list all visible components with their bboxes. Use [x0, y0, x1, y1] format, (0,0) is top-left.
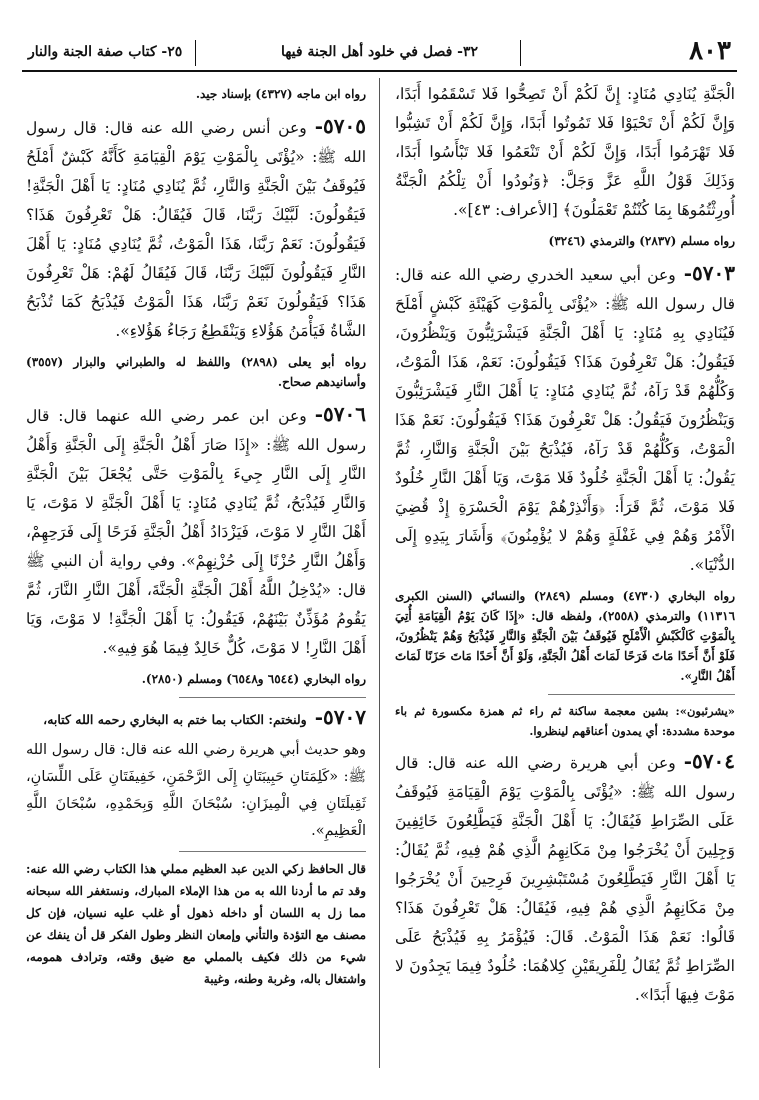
reference: رواه مسلم (٢٨٣٧) والترمذي (٣٢٤٦) [548, 234, 735, 248]
header-divider-right [520, 40, 521, 66]
page-header [22, 36, 737, 72]
hadith-number: ٥٧٠٤- [683, 749, 735, 773]
section-title: ٣٢- فصل في خلود أهل الجنة فيها [280, 44, 479, 60]
right-column [395, 80, 735, 1016]
hadith-5704 [395, 747, 735, 1010]
reference: رواه البخاري (٦٥٤٤ و٦٥٤٨) ومسلم (٢٨٥٠). [141, 672, 366, 686]
hadith-text: وعن ابن عمر رضي الله عنهما قال: قال رسول الله ﷺ: «إِذَا صَارَ أَهْلُ الْجَنَّةِ إِلَى الْجَنَّةِ وَأَهْلُ النَّارِ إِلَى النَّارِ جِيءَ بِالْمَوْتِ حَتَّى يُجْعَلَ بَيْنَ الْجَنَّةِ وَالنَّارِ فَيُذْبَحُ، ثُمَّ يُنَادِي مُنَادٍ: يَا أَهْلَ الْجَنَّةِ لا مَوْتَ، يَا أَهْلَ النَّارِ لا مَوْتَ، فَيَزْدَادُ أَهْلُ الْجَنَّةِ فَرَحًا إِلَى فَرَحِهِمْ، وَأَهْلُ النَّارِ حُزْنًا إِلَى حُزْنِهِمْ». وفي رواية أن النبي ﷺ قال: «يُدْخِلُ اللَّهُ أَهْلَ الْجَنَّةِ الْجَنَّةَ، أَهْلَ النَّارِ النَّارَ، ثُمَّ يَقُومُ مُؤَذِّنٌ بَيْنَهُمْ، فَيَقُولُ: يَا أَهْلَ الْجَنَّةِ! لا مَوْتَ، وَيَا أَهْلَ النَّارِ! لا مَوْتَ، كُلٌّ خَالِدٌ فِيمَا هُوَ فِيهِ». [26, 407, 366, 657]
hadith-text: وعن أبي سعيد الخدري رضي الله عنه قال: قال رسول الله ﷺ: «يُؤْتَى بِالْمَوْتِ كَهَيْئَةِ كَبْشٍ أَمْلَحَ فَيُنَادِي بِهِ مُنَادٍ: يَا أَهْلَ الْجَنَّةِ فَيَشْرَئِبُّونَ وَيَنْظُرُونَ، فَيَقُولُ: هَلْ تَعْرِفُونَ هَذَا؟ فَيَقُولُونَ: نَعَمْ، هَذَا الْمَوْتُ، وَكُلُّهُمْ قَدْ رَآهُ، ثُمَّ يُنَادِي مُنَادٍ: يَا أَهْلَ النَّارِ فَيَشْرَئِبُّونَ وَيَنْظُرُونَ فَيَقُولُ: هَلْ تَعْرِفُونَ هَذَا؟ فَيَقُولُونَ: نَعَمْ هَذَا الْمَوْتُ، وَكُلُّهُمْ قَدْ رَآهُ، فَيُذْبَحُ بَيْنَ الْجَنَّةِ وَالنَّارِ، ثُمَّ يَقُولُ: يَا أَهْلَ الْجَنَّةِ خُلُودٌ فَلا مَوْتَ، وَيَا أَهْلَ النَّارِ خُلُودٌ فَلا مَوْتَ، ثُمَّ قَرَأَ: ﴿وَأَنْذِرْهُمْ يَوْمَ الْحَسْرَةِ إِذْ قُضِيَ الْأَمْرُ وَهُمْ فِي غَفْلَةٍ وَهُمْ لا يُؤْمِنُونَ﴾ وَأَشَارَ بِيَدِهِ إِلَى الدُّنْيَا». [395, 266, 735, 574]
reference: رواه أبو يعلى (٢٨٩٨) واللفظ له والطبراني والبزار (٣٥٥٧) وأسانيدهم صحاح. [26, 355, 366, 389]
page-number: ٨٠٣ [689, 36, 731, 66]
hadith-5707: وهو حديث أبي هريرة رضي الله عنه قال: قال رسول الله ﷺ: «كَلِمَتَانِ حَبِيبَتَانِ إِلَى الرَّحْمَنِ، خَفِيفَتَانِ عَلَى اللِّسَانِ، ثَقِيلَتَانِ فِي الْمِيزَانِ: سُبْحَانَ اللَّهِ وَبِحَمْدِهِ، سُبْحَانَ اللَّهِ الْعَظِيمِ». [26, 742, 366, 839]
divider [179, 851, 366, 852]
hadith-number: ٥٧٠٦- [314, 402, 366, 426]
hadith-number: ٥٧٠٧- [314, 705, 366, 729]
hadith-continuation: الْجَنَّةِ يُنَادِي مُنَادٍ: إِنَّ لَكُمْ أَنْ تَصِحُّوا فَلا تَسْقَمُوا أَبَدًا، وَإِنَّ لَكُمْ أَنْ تَحْيَوْا فَلا تَمُوتُوا أَبَدًا، وَإِنَّ لَكُمْ أَنْ تَشِبُّوا فَلا تَهْرَمُوا أَبَدًا، وَإِنَّ لَكُمْ أَنْ تَنْعَمُوا فَلا تَبْأَسُوا أَبَدًا، وَذَلِكَ قَوْلُ اللَّهِ عَزَّ وَجَلَّ: ﴿وَنُودُوا أَنْ تِلْكُمُ الْجَنَّةُ أُورِثْتُمُوهَا بِمَا كُنْتُمْ تَعْمَلُونَ﴾ [الأعراف: ٤٣]». [395, 85, 735, 219]
divider [548, 694, 735, 695]
book-title: ٢٥- كتاب صفة الجنة والنار [28, 44, 183, 60]
hadith-text: وعن أبي هريرة رضي الله عنه قال: قال رسول الله ﷺ: «يُؤْتَى بِالْمَوْتِ يَوْمَ الْقِيَامَةِ فَيُوقَفُ عَلَى الصِّرَاطِ فَيُقَالُ: يَا أَهْلَ الْجَنَّةِ فَيَطَّلِعُونَ خَائِفِينَ وَجِلِينَ أَنْ يُخْرَجُوا مِنْ مَكَانِهِمُ الَّذِي هُمْ فِيهِ، ثُمَّ يُقَالُ: يَا أَهْلَ النَّارِ فَيَطَّلِعُونَ مُسْتَبْشِرِينَ فَرِحِينَ أَنْ يُخْرَجُوا مِنْ مَكَانِهِمُ الَّذِي هُمْ فِيهِ، فَيُقَالُ: هَلْ تَعْرِفُونَ هَذَا؟ قَالُوا: نَعَمْ هَذَا الْمَوْتُ. قَالَ: فَيُؤْمَرُ بِهِ فَيُذْبَحُ عَلَى الصِّرَاطِ ثُمَّ يُقَالُ لِلْفَرِيقَيْنِ كِلاهُمَا: خُلُودٌ فِيمَا يَجِدُونَ لا مَوْتَ فِيهَا أَبَدًا». [395, 754, 735, 1004]
closing-heading: ولنختم: الكتاب بما ختم به البخاري رحمه الله كتابه، [43, 712, 307, 727]
hadith-5705 [26, 112, 366, 346]
column-rule [379, 78, 380, 1068]
left-column [26, 80, 366, 990]
divider [179, 697, 366, 698]
hadith-5703 [395, 259, 735, 580]
closing-remarks: قال الحافظ زكي الدين عبد العظيم مملي هذا الكتاب رضي الله عنه: وقد تم ما أردنا الله به من هذا الإملاء المبارك، ونستغفر الله سبحانه مما زل به اللسان أو داخله ذهول أو غلب عليه نسيان، فإن كل مصنف مع التؤدة والتأني وإمعان النظر وطول الفكر قل أن ينفك عن شيء من ذلك فكيف بالمملي مع ضيق وقته، وترادف همومه، واشتغال باله، وغربة وطنه، وغيبة [26, 862, 366, 986]
hadith-5707-heading [26, 706, 366, 731]
hadith-5706 [26, 400, 366, 663]
hadith-text: وعن أنس رضي الله عنه قال: قال رسول الله ﷺ: «يُؤْتَى بِالْمَوْتِ يَوْمَ الْقِيَامَةِ كَأَنَّهُ كَبْشٌ أَمْلَحُ فَيُوقَفُ بَيْنَ الْجَنَّةِ وَالنَّارِ، ثُمَّ يُنَادِي مُنَادٍ: يَا أَهْلَ الْجَنَّةِ! فَيَقُولُونَ: لَبَّيْكَ رَبَّنَا، قَالَ فَيُقَالُ: هَلْ تَعْرِفُونَ هَذَا؟ فَيَقُولُونَ: نَعَمْ رَبَّنَا، هَذَا الْمَوْتُ، ثُمَّ يُنَادِي مُنَادٍ: يَا أَهْلَ النَّارِ فَيَقُولُونَ لَبَّيْكَ رَبَّنَا، قَالَ فَيُقَالُ لَهُمْ: هَلْ تَعْرِفُونَ هَذَا؟ فَيَقُولُونَ نَعَمْ رَبَّنَا، هَذَا الْمَوْتُ فَيُذْبَحُ كَمَا تُذْبَحُ الشَّاةُ فَيَأْمَنُ هَؤُلاءِ وَيَنْقَطِعُ رَجَاءُ هَؤُلاءِ». [26, 119, 366, 340]
reference: رواه البخاري (٤٧٣٠) ومسلم (٢٨٤٩) والنسائي (السنن الكبرى ١١٣١٦) والترمذي (٢٥٥٨)، ولفظه قال: «إِذَا كَانَ يَوْمُ الْقِيَامَةِ أُتِيَ بِالْمَوْتِ كَالْكَبْشِ الْأَمْلَحِ فَيُوقَفُ بَيْنَ الْجَنَّةِ وَالنَّارِ فَيُذْبَحُ وَهُمْ يَنْظُرُونَ، فَلَوْ أَنَّ أَحَدًا مَاتَ فَرَحًا لَمَاتَ أَهْلُ الْجَنَّةِ، وَلَوْ أَنَّ أَحَدًا مَاتَ حَزَنًا لَمَاتَ أَهْلُ النَّارِ». [395, 589, 736, 683]
hadith-number: ٥٧٠٣- [683, 261, 735, 285]
footnote: «يشرئبون»: بشين معجمة ساكنة ثم راء ثم همزة مكسورة ثم باء موحدة مشددة: أي يمدون أعناقهم لينظروا. [395, 704, 735, 738]
header-divider-left [195, 40, 196, 66]
reference: رواه ابن ماجه (٤٣٢٧) بإسناد جيد. [195, 87, 366, 101]
hadith-number: ٥٧٠٥- [314, 114, 366, 138]
